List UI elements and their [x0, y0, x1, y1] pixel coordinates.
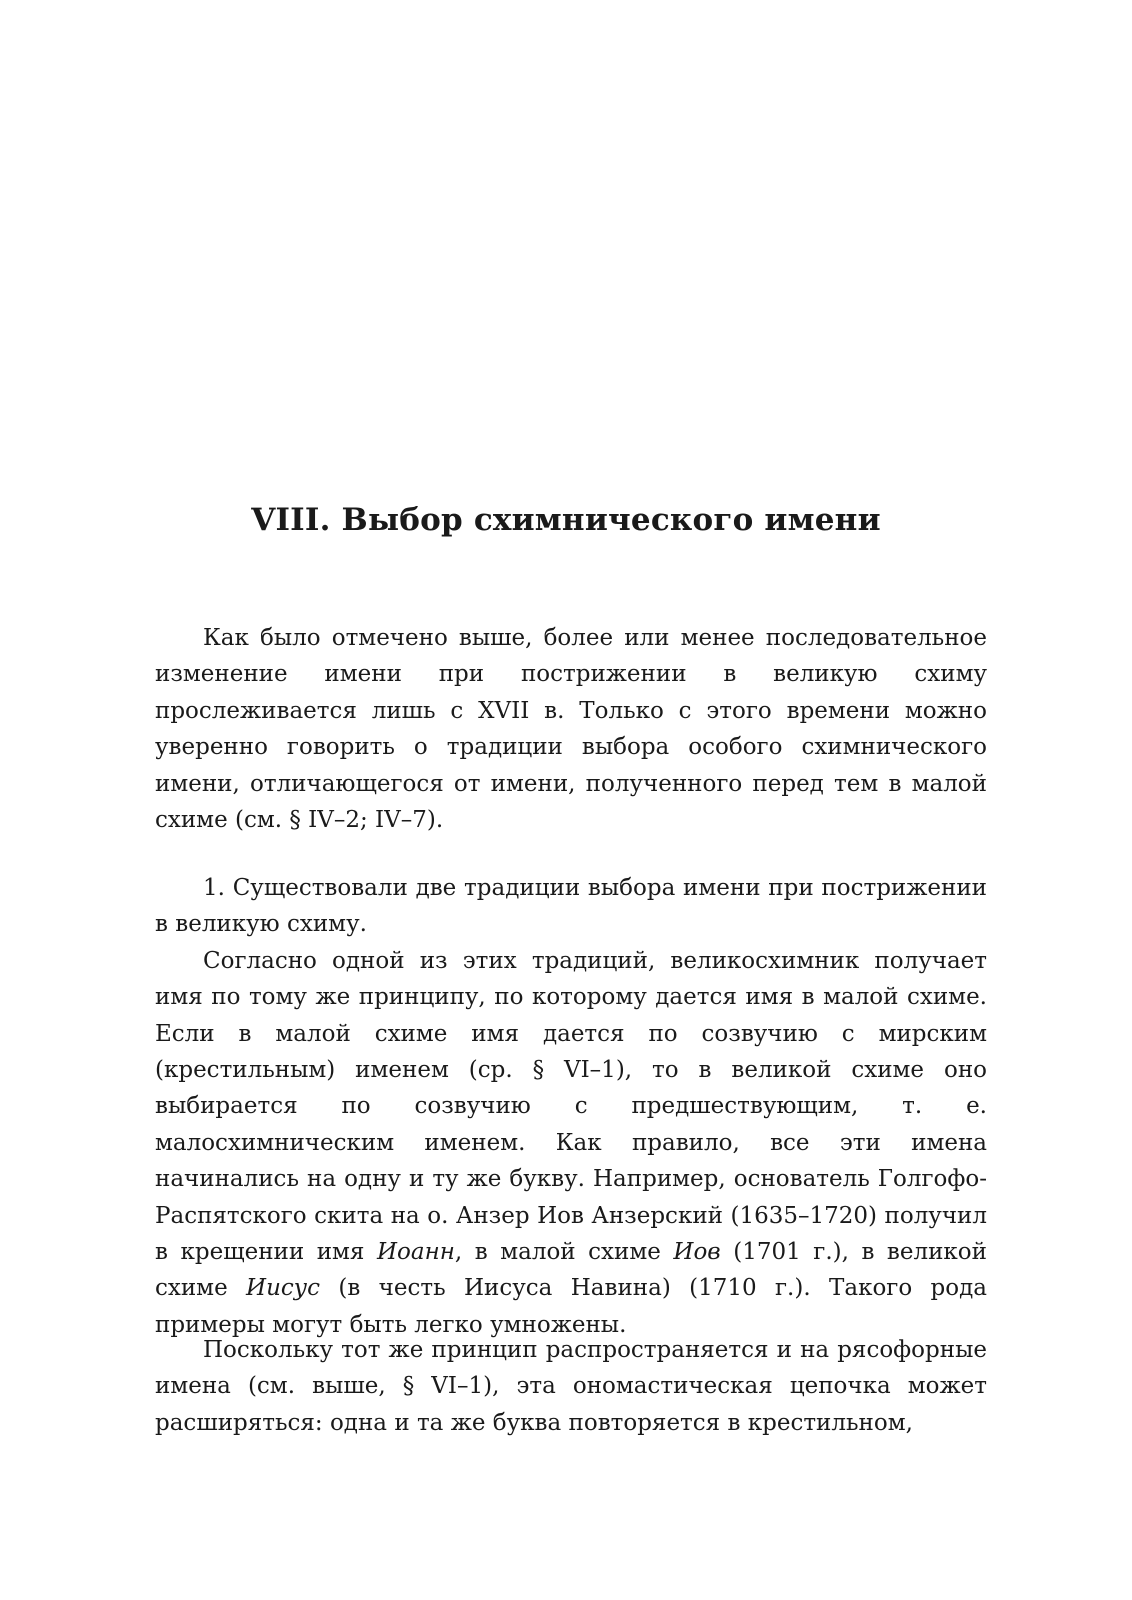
baptismal-name: Иоанн — [376, 1239, 455, 1266]
section-1-continuation-block — [155, 1332, 987, 1441]
text-run: (в честь Иисуса Навина) (1710 г.). Такого рода примеры могут быть легко умножены. — [155, 1275, 987, 1338]
small-schema-name: Иов — [673, 1239, 721, 1266]
section-1-block — [155, 870, 987, 1343]
chapter-title: VIII. Выбор схимнического имени — [251, 502, 881, 538]
section-1-second-paragraph — [155, 943, 987, 1343]
section-1-lead-paragraph: 1. Существовали две традиции выбора имени при пострижении в великую схиму. — [155, 875, 987, 938]
text-run: (1701 г.), в великой схиме — [155, 1239, 987, 1302]
text-run: , в малой схиме — [454, 1239, 674, 1266]
text-run: Согласно одной из этих традиций, великосхимник получает имя по тому же принципу, по которому дается имя в малой схиме. Если в малой схиме имя дается по созвучию с мирским (крестильным) именем (ср. § VI–1), то в великой схиме оно выбирается по созвучию с предшествующим, т. е. малосхимническим именем. Как правило, все эти имена начинались на одну и ту же букву. Например, основатель Голгофо-Распятского скита на о. Анзер Иов Анзерский (1635–1720) получил в крещении имя — [155, 947, 987, 1266]
intro-block — [155, 620, 987, 838]
section-1-third-paragraph: Поскольку тот же принцип распространяется и на рясофорные имена (см. выше, § VI–1), эта ономастическая цепочка может расширяться: одна и та же буква повторяется в крестильном, — [155, 1337, 987, 1436]
intro-paragraph: Как было отмечено выше, более или менее последовательное изменение имени при пострижении в великую схиму прослеживается лишь с XVII в. Только с этого времени можно уверенно говорить о традиции выбора особого схимнического имени, отличающегося от имени, полученного перед тем в малой схиме (см. § IV–2; IV–7). — [155, 625, 987, 834]
great-schema-name: Иисус — [246, 1275, 321, 1302]
